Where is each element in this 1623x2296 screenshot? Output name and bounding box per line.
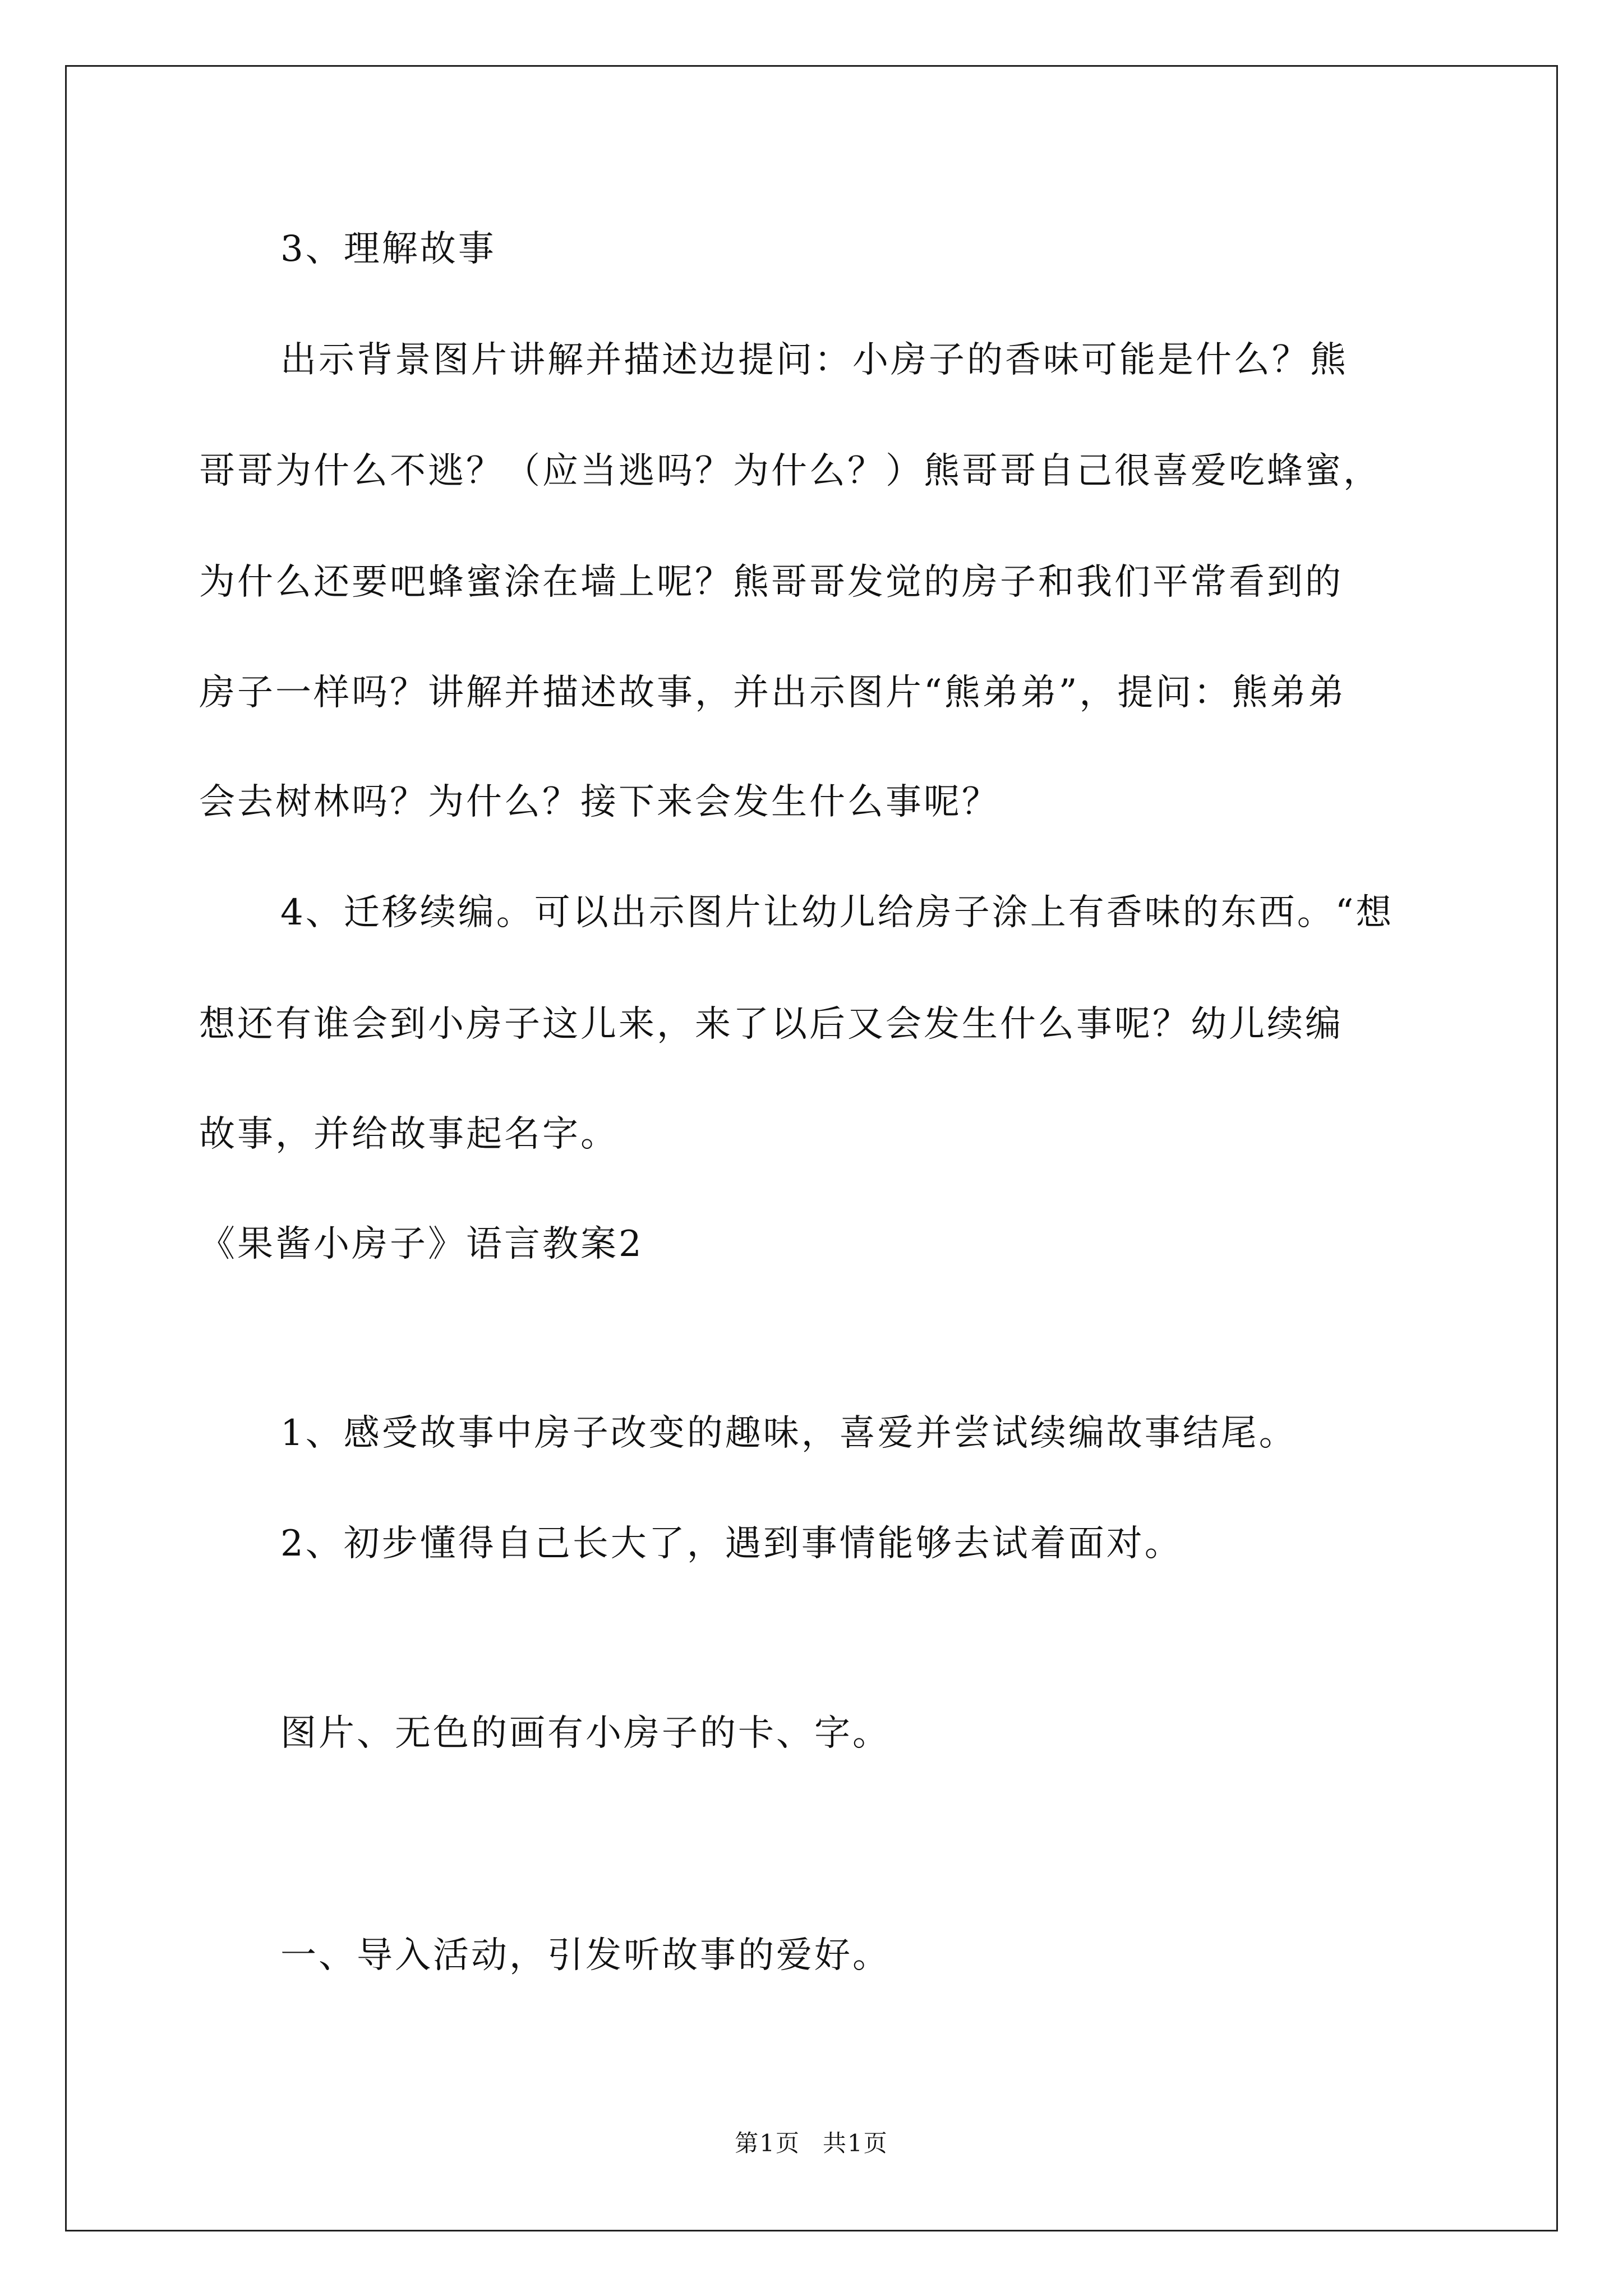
goal-item-2: 2、初步懂得自己长大了，遇到事情能够去试着面对。 (280, 1523, 1183, 1565)
activity-step-heading: 一、导入活动，引发听故事的爱好。 (280, 1935, 891, 1976)
paragraph-line: 为什么还要吧蜂蜜涂在墙上呢？熊哥哥发觉的房子和我们平常看到的 (199, 562, 1343, 603)
page-number-current: 第1页 (735, 2129, 800, 2157)
materials-line: 图片、无色的画有小房子的卡、字。 (280, 1713, 891, 1754)
paragraph-line: 故事，并给故事起名字。 (199, 1114, 619, 1155)
page-number-total: 共1页 (823, 2129, 888, 2157)
section-heading-3: 3、理解故事 (280, 228, 496, 270)
paragraph-line: 出示背景图片讲解并描述边提问：小房子的香味可能是什么？熊 (280, 339, 1348, 381)
paragraph-line: 4、迁移续编。可以出示图片让幼儿给房子涂上有香味的东西。“想 (280, 892, 1394, 933)
page-footer (0, 2129, 1623, 2157)
paragraph-line: 会去树林吗？为什么？接下来会发生什么事呢？ (199, 781, 1000, 823)
goal-item-1: 1、感受故事中房子改变的趣味，喜爱并尝试续编故事结尾。 (280, 1412, 1297, 1454)
document-title: 《果酱小房子》语言教案2 (199, 1223, 644, 1265)
paragraph-line: 想还有谁会到小房子这儿来，来了以后又会发生什么事呢？幼儿续编 (199, 1004, 1343, 1045)
paragraph-line: 房子一样吗？讲解并描述故事，并出示图片“熊弟弟”，提问：熊弟弟 (199, 672, 1347, 714)
paragraph-line: 哥哥为什么不逃？（应当逃吗？为什么？）熊哥哥自己很喜爱吃蜂蜜， (199, 450, 1381, 492)
